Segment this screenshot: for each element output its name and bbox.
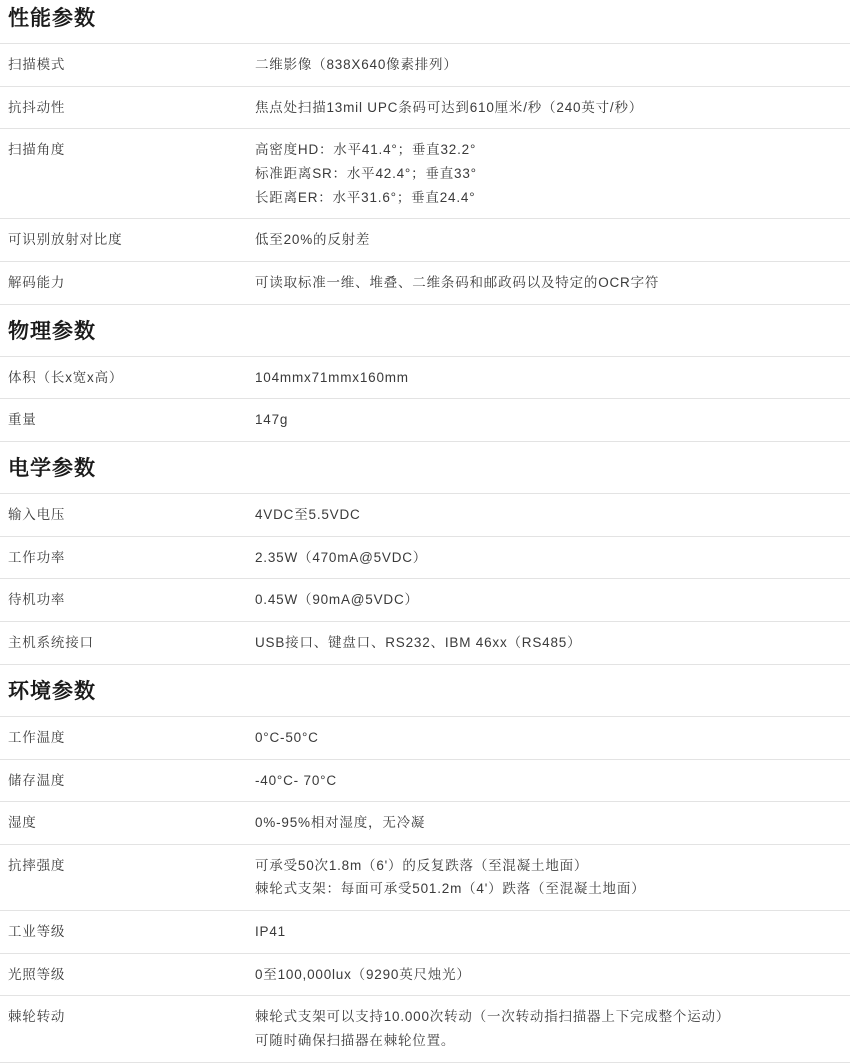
spec-value xyxy=(255,716,850,759)
table-row xyxy=(0,579,850,622)
spec-label: 主机系统接口 xyxy=(8,635,94,651)
spec-table xyxy=(0,493,850,665)
section-heading: 电学参数 xyxy=(8,457,96,480)
spec-label: 工业等级 xyxy=(8,924,66,939)
spec-value-line: 4VDC至5.5VDC xyxy=(255,507,361,523)
section-heading: 性能参数 xyxy=(8,7,96,30)
spec-value-line: 可读取标准一维、堆叠、二维条码和邮政码以及特定的OCR字符 xyxy=(255,274,660,290)
spec-value xyxy=(255,802,850,845)
spec-section xyxy=(0,0,850,305)
table-row xyxy=(0,44,850,87)
spec-value-line: 棘轮式支架：每面可承受501.2m（4'）跌落（至混凝土地面） xyxy=(255,881,646,897)
spec-value-line: 可承受50次1.8m（6'）的反复跌落（至混凝土地面） xyxy=(255,857,589,873)
table-row xyxy=(0,953,850,996)
spec-value-line: 二维影像（838X640像素排列） xyxy=(255,57,458,73)
spec-value xyxy=(255,261,850,304)
spec-label: 抗摔强度 xyxy=(8,857,66,873)
spec-value-line: 147g xyxy=(255,412,289,428)
spec-label: 扫描角度 xyxy=(8,142,66,158)
spec-value xyxy=(255,86,850,129)
table-row xyxy=(0,261,850,304)
spec-label: 工作功率 xyxy=(8,549,66,565)
spec-value-line: -40°C- 70°C xyxy=(255,772,337,788)
spec-label: 抗抖动性 xyxy=(8,99,66,115)
spec-label: 湿度 xyxy=(8,815,37,831)
spec-value xyxy=(255,399,850,442)
table-row xyxy=(0,356,850,399)
spec-value-line: 0.45W（90mA@5VDC） xyxy=(255,592,419,608)
spec-value-line: 高密度HD：水平41.4°；垂直32.2° xyxy=(255,142,477,158)
spec-value-line: 低至20%的反射差 xyxy=(255,232,371,248)
spec-value-line: 可随时确保扫描器在棘轮位置。 xyxy=(255,1032,456,1048)
spec-label: 输入电压 xyxy=(8,507,66,523)
table-row xyxy=(0,716,850,759)
spec-value-line: USB接口、键盘口、RS232、IBM 46xx（RS485） xyxy=(255,635,582,651)
spec-value-line: 0%-95%相对湿度，无冷凝 xyxy=(255,815,426,831)
spec-value xyxy=(255,129,850,219)
table-row xyxy=(0,219,850,262)
spec-value xyxy=(255,844,850,910)
spec-value xyxy=(255,911,850,954)
spec-value xyxy=(255,759,850,802)
spec-value-line: 2.35W（470mA@5VDC） xyxy=(255,549,428,565)
spec-label: 工作温度 xyxy=(8,729,66,745)
spec-value-line: 长距离ER：水平31.6°；垂直24.4° xyxy=(255,189,476,205)
spec-value-line: 104mmx71mmx160mm xyxy=(255,369,409,385)
spec-label: 储存温度 xyxy=(8,772,66,788)
spec-section xyxy=(0,305,850,442)
section-heading: 环境参数 xyxy=(8,679,96,703)
spec-table xyxy=(0,356,850,442)
spec-table xyxy=(0,716,850,1063)
spec-value xyxy=(255,44,850,87)
spec-value-line: 0至100,000lux（9290英尺烛光） xyxy=(255,966,471,982)
spec-section xyxy=(0,442,850,665)
table-row xyxy=(0,86,850,129)
table-row xyxy=(0,494,850,537)
table-row xyxy=(0,802,850,845)
spec-value-line: 棘轮式支架可以支持10.000次转动（一次转动指扫描器上下完成整个运动） xyxy=(255,1009,731,1025)
spec-value xyxy=(255,356,850,399)
spec-value-line: 标准距离SR：水平42.4°；垂直33° xyxy=(255,166,477,182)
spec-value xyxy=(255,536,850,579)
table-row xyxy=(0,996,850,1062)
spec-label: 待机功率 xyxy=(8,592,66,608)
table-row xyxy=(0,622,850,665)
table-row xyxy=(0,759,850,802)
spec-value-line: 焦点处扫描13mil UPC条码可达到610厘米/秒（240英寸/秒） xyxy=(255,99,644,115)
spec-table xyxy=(0,43,850,304)
spec-value-line: IP41 xyxy=(255,924,286,939)
section-heading: 物理参数 xyxy=(8,319,96,343)
spec-label: 重量 xyxy=(8,412,37,428)
spec-value xyxy=(255,953,850,996)
spec-label: 扫描模式 xyxy=(8,57,66,73)
spec-label: 解码能力 xyxy=(8,274,66,290)
spec-value xyxy=(255,494,850,537)
spec-label: 可识别放射对比度 xyxy=(8,232,123,248)
spec-label: 光照等级 xyxy=(8,966,66,982)
spec-label: 体积（长x宽x高） xyxy=(8,369,124,385)
spec-value xyxy=(255,996,850,1062)
spec-section xyxy=(0,665,850,1063)
spec-label: 棘轮转动 xyxy=(8,1009,66,1025)
table-row xyxy=(0,129,850,219)
table-row xyxy=(0,536,850,579)
spec-value xyxy=(255,219,850,262)
table-row xyxy=(0,399,850,442)
table-row xyxy=(0,844,850,910)
table-row xyxy=(0,911,850,954)
spec-value xyxy=(255,622,850,665)
spec-value-line: 0°C-50°C xyxy=(255,729,319,745)
spec-value xyxy=(255,579,850,622)
